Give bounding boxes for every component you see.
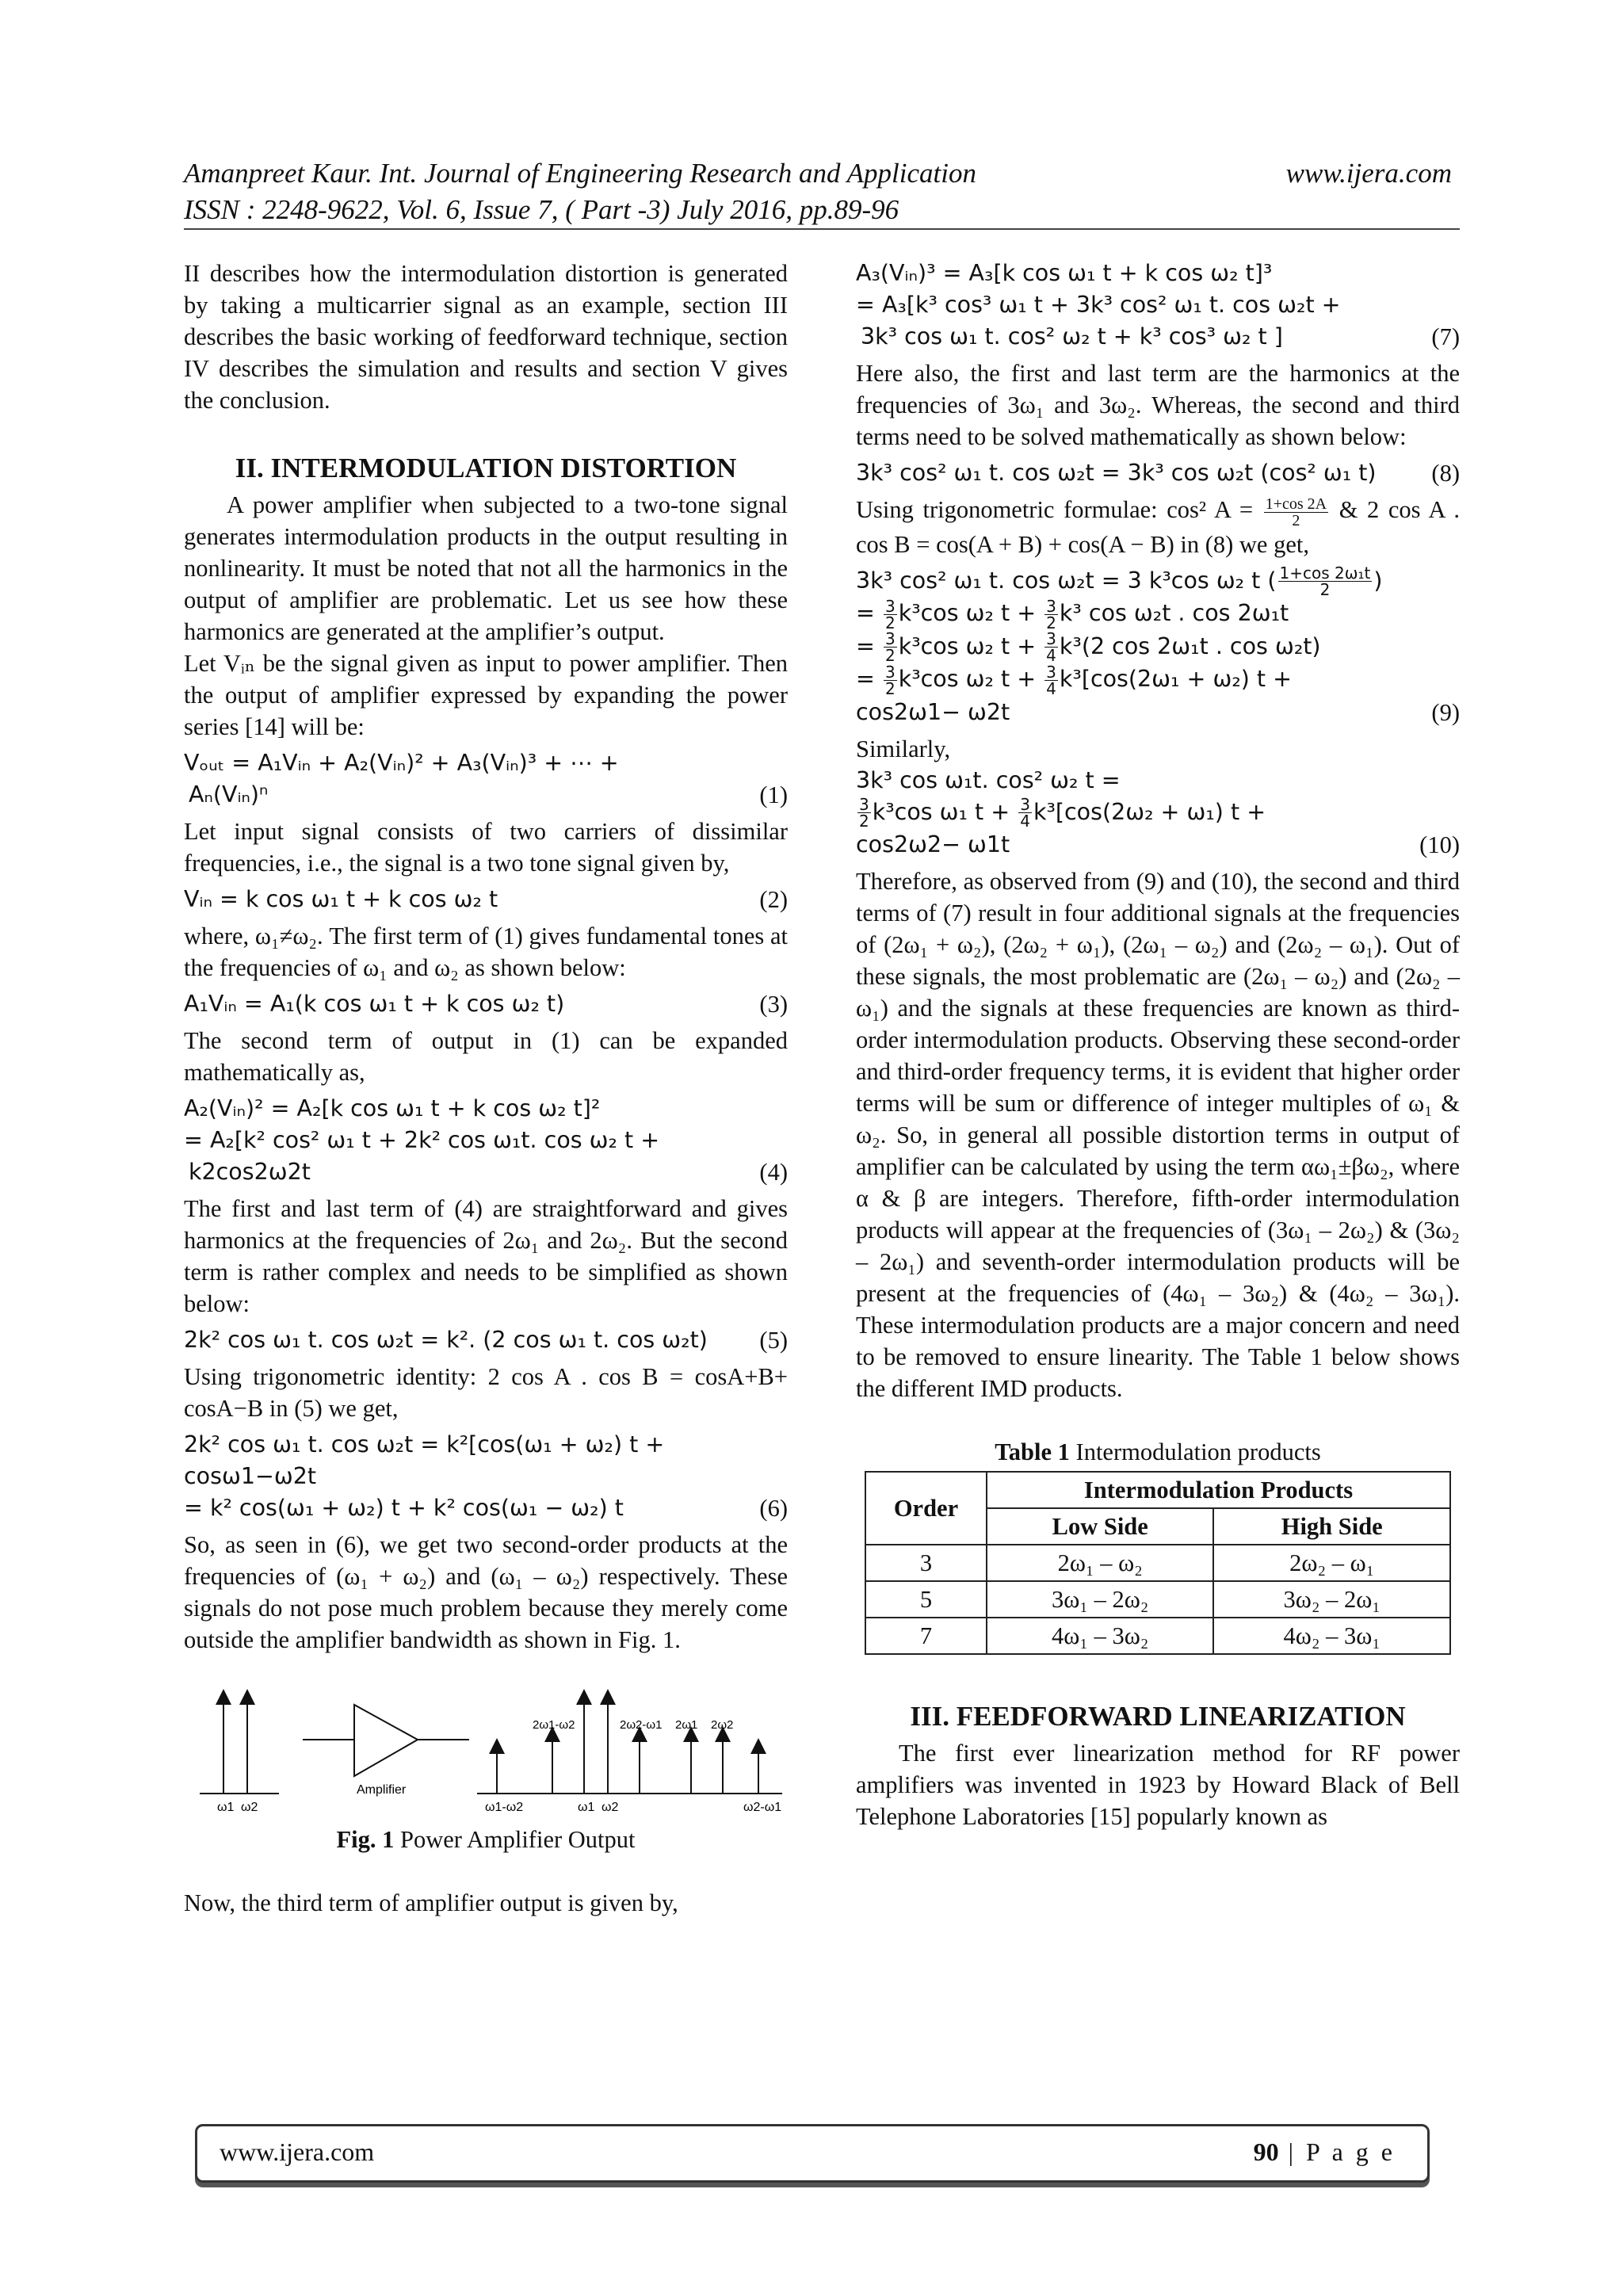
label-w2-w1: ω2-ω1 <box>743 1801 782 1814</box>
figure-caption: Fig. 1 Power Amplifier Output <box>336 1826 636 1853</box>
table-header-order: Order <box>865 1472 987 1545</box>
page-number: 90 | P a g e <box>1253 2137 1396 2166</box>
paragraph: The first and last term of (4) are straightforward and gives harmonics at the frequencies of 2ω₁ and 2ω₂. But the second term is rather complex and needs to be simplified as shown below: <box>184 1195 788 1317</box>
table-header-low: Low Side <box>987 1508 1213 1545</box>
paragraph: The first ever linearization method for RF power amplifiers was invented in 1923 by Howard Black of Bell Telephone Laboratories [15] popularly known as <box>856 1740 1460 1830</box>
page-header <box>184 155 1452 228</box>
figure-1 <box>184 1683 788 1817</box>
equation-number: (10) <box>1419 831 1460 858</box>
table-header-imp: Intermodulation Products <box>987 1472 1450 1508</box>
imd-table <box>865 1471 1451 1655</box>
paragraph: Now, the third term of amplifier output is given by, <box>184 1889 678 1916</box>
label-w1: ω1 <box>217 1801 235 1814</box>
table-header-high: High Side <box>1213 1508 1450 1545</box>
equation-1: Vₒᵤₜ = A₁Vᵢₙ + A₂(Vᵢₙ)² + A₃(Vᵢₙ)³ + ⋯ + Aₙ(Vᵢₙ)ⁿ (1) <box>184 747 788 811</box>
equation-number: (1) <box>759 781 788 808</box>
label-out-w1: ω1 <box>578 1801 595 1814</box>
equation-number: (6) <box>759 1495 788 1522</box>
equation-number: (9) <box>1431 698 1460 726</box>
label-2w1: 2ω1 <box>675 1718 698 1732</box>
equation-number: (7) <box>1431 323 1460 350</box>
fraction: $\frac{1+\cos 2A}{2}$ <box>1265 495 1327 529</box>
equation-10: 3k³ cos ω₁t. cos² ω₂ t = $\frac{3}{2}$ k³cos ω₁ t + $\frac{3}{4}$ k³[cos(2ω₂ + ω₁) t + cos2ω2− ω1t (10) <box>856 765 1460 861</box>
paragraph: where, ω₁≠ω₂. The first term of (1) gives fundamental tones at the frequencies of ω₁ and ω₂ as shown below: <box>184 923 788 981</box>
equation-9: 3k³ cos² ω₁ t. cos ω₂t = 3 k³cos ω₂ t ( $\frac{\text{1+cos 2ω₁t}}{2}$ ) = $\frac{3}{2}$ k³cos ω₂ t + $\frac{3}{2}$ k³ cos ω₂t . cos 2ω₁t = $\frac{3}{2}$ k³cos ω₂ t + $\frac{3}{4}$ k³(2 cos 2ω₁t . cos ω₂t) = $\frac{3}{2}$ k³cos ω₂ t + $\frac{3}{4}$ k³[cos(2ω₁ + ω₂) t + cos2ω1− ω2t (9) <box>856 565 1460 728</box>
paragraph-trig-formulae: Using trigonometric formulae: cos² A = $\frac{1+\cos 2A}{2}$ & 2 cos A . cos B = cos(A + B) + cos(A − B) in (8) we get, <box>856 495 1461 558</box>
equation-8: 3k³ cos² ω₁ t. cos ω₂t = 3k³ cos ω₂t (cos² ω₁ t) (8) <box>856 457 1460 489</box>
equation-number: (2) <box>759 886 788 913</box>
equation-7: A₃(Vᵢₙ)³ = A₃[k cos ω₁ t + k cos ω₂ t]³ = A₃[k³ cos³ ω₁ t + 3k³ cos² ω₁ t. cos ω₂t + 3k³ cos ω₁ t. cos² ω₂ t + k³ cos³ ω₂ t ] (7) <box>856 258 1460 353</box>
table-row: 3 2ω₁ – ω₂ 2ω₂ – ω₁ <box>865 1545 1450 1581</box>
footer-url[interactable]: www.ijera.com <box>220 2137 375 2166</box>
paragraph: Here also, the first and last term are the harmonics at the frequencies of 3ω₁ and 3ω₂. Whereas, the second and third terms need to be solved mathematically as shown below: <box>856 360 1460 450</box>
equation-number: (4) <box>759 1159 788 1186</box>
label-w2: ω2 <box>241 1801 258 1814</box>
section-heading-2: II. INTERMODULATION DISTORTION <box>235 453 737 483</box>
paragraph: Let input signal consists of two carriers of dissimilar frequencies, i.e., the signal is a two tone signal given by, <box>184 818 788 877</box>
header-journal: Amanpreet Kaur. Int. Journal of Engineering Research and Application <box>184 158 976 189</box>
amplifier-triangle <box>354 1705 418 1776</box>
section-heading-3: III. FEEDFORWARD LINEARIZATION <box>910 1701 1406 1732</box>
paragraph: The second term of output in (1) can be expanded mathematically as, <box>184 1027 788 1086</box>
equation-number: (8) <box>1431 460 1460 487</box>
label-amplifier: Amplifier <box>357 1783 407 1797</box>
header-url[interactable]: www.ijera.com <box>1285 158 1452 189</box>
label-2w1-w2: 2ω1-ω2 <box>533 1718 575 1732</box>
table-row: 5 3ω₁ – 2ω₂ 3ω₂ – 2ω₁ <box>865 1581 1450 1618</box>
label-out-w2: ω2 <box>601 1801 619 1814</box>
label-w1-w2: ω1-ω2 <box>485 1801 524 1814</box>
paragraph: So, as seen in (6), we get two second-order products at the frequencies of (ω₁ + ω₂) and (ω₁ – ω₂) respectively. These signals do not pose much problem because they merely come outside the amplifier bandwidth as shown in Fig. 1. <box>184 1531 788 1653</box>
equation-5: 2k² cos ω₁ t. cos ω₂t = k². (2 cos ω₁ t. cos ω₂t) (5) <box>184 1324 788 1356</box>
paragraph: Let Vᵢₙ be the signal given as input to power amplifier. Then the output of amplifier expressed by expanding the power series [14] will be: <box>184 650 788 740</box>
intro-paragraph: II describes how the intermodulation distortion is generated by taking a multicarrier signal as an example, section III describes the basic working of feedforward technique, section IV describes the simulation and results and section V gives the conclusion. <box>184 260 788 414</box>
equation-number: (5) <box>759 1327 788 1354</box>
page-footer <box>195 2124 1430 2183</box>
header-rule <box>184 228 1460 230</box>
equation-number: (3) <box>759 991 788 1018</box>
equation-4: A₂(Vᵢₙ)² = A₂[k cos ω₁ t + k cos ω₂ t]² = A₂[k² cos² ω₁ t + 2k² cos ω₁t. cos ω₂ t + k2cos2ω2t (4) <box>184 1093 788 1188</box>
equation-2: Vᵢₙ = k cos ω₁ t + k cos ω₂ t (2) <box>184 884 788 915</box>
table-row: 7 4ω₁ – 3ω₂ 4ω₂ – 3ω₁ <box>865 1618 1450 1654</box>
paragraph: Using trigonometric identity: 2 cos A . cos B = cosA+B+ cosA−B in (5) we get, <box>184 1363 788 1422</box>
right-column <box>856 258 1460 1832</box>
paragraph: A power amplifier when subjected to a two-tone signal generates intermodulation products in the output resulting in nonlinearity. It must be noted that not all the harmonics in the output of amplifier are problematic. Let us see how these harmonics are generated at the amplifier’s output. <box>184 491 788 645</box>
left-column <box>184 258 788 1919</box>
table-caption: Table 1 Intermodulation products <box>995 1438 1321 1465</box>
amplifier-spectrum-diagram <box>184 1683 788 1817</box>
equation-6: 2k² cos ω₁ t. cos ω₂t = k²[cos(ω₁ + ω₂) t + cosω1−ω2t = k² cos(ω₁ + ω₂) t + k² cos(ω₁ − ω₂) t (6) <box>184 1429 788 1524</box>
paragraph: Similarly, <box>856 735 951 762</box>
paragraph: Therefore, as observed from (9) and (10), the second and third terms of (7) result in four additional signals at the frequencies of (2ω₁ + ω₂), (2ω₂ + ω₁), (2ω₁ – ω₂) and (2ω₂ – ω₁). Out of these signals, the most problematic are (2ω₁ – ω₂) and (2ω₂ – ω₁) and the signals at these frequencies are known as third-order intermodulation products. Observing these second-order and third-order frequency terms, it is evident that higher order terms will be sum or difference of integer multiples of ω₁ & ω₂. So, in general all possible distortion terms in output of amplifier can be calculated by using the term αω₁±βω₂, where α & β are integers. Therefore, fifth-order intermodulation products will appear at the frequencies of (3ω₁ – 2ω₂) & (3ω₂ – 2ω₁) and seventh-order intermodulation products will be present at the frequencies of (4ω₁ – 3ω₂) & (4ω₂ – 3ω₁). These intermodulation products are a major concern and need to be removed to ensure linearity. The Table 1 below shows the different IMD products. <box>856 868 1460 1402</box>
equation-3: A₁Vᵢₙ = A₁(k cos ω₁ t + k cos ω₂ t) (3) <box>184 988 788 1020</box>
header-issn: ISSN : 2248-9622, Vol. 6, Issue 7, ( Part -3) July 2016, pp.89-96 <box>184 194 899 225</box>
label-2w2: 2ω2 <box>711 1718 734 1732</box>
label-2w2-w1: 2ω2-ω1 <box>620 1718 663 1732</box>
